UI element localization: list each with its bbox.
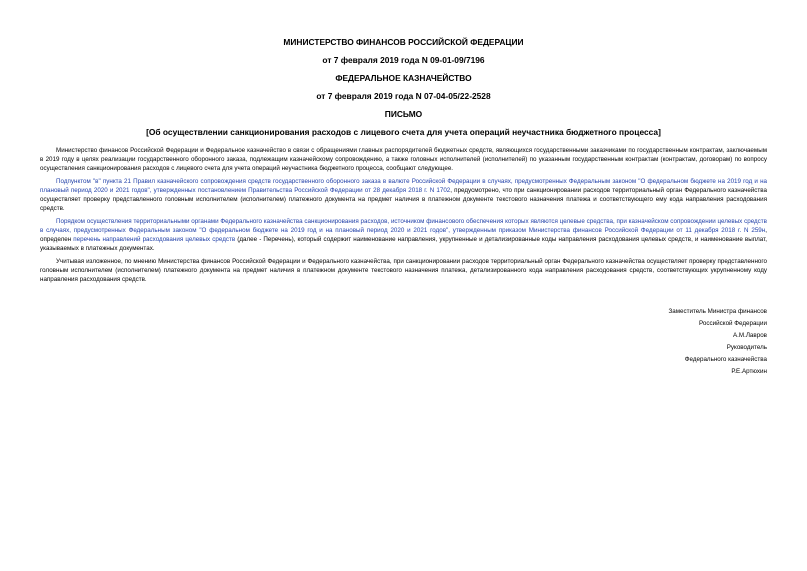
document-type: ПИСЬМО <box>384 109 423 119</box>
signature-name-1: А.М.Лавров <box>732 332 767 339</box>
regulation-link[interactable]: Подпунктом "в" пункта 21 Правил казначейского сопровождения средств государственного оборонного заказа в валюте Российской Федерации в случаях, предусмотренных Федеральным законом "О федеральном бюджете на 2019 год и на плановый период 2020 и 2021 годов", утвержденных постановлением Правительства Российской Федерации от 28 декабря 2018 г. N 1702 <box>40 178 767 194</box>
paragraph-2 <box>40 177 767 213</box>
document-subject: [Об осуществлении санкционирования расходов с лицевого счета для учета операций неучастника бюджетного процесса] <box>146 127 661 137</box>
treasury-date: от 7 февраля 2019 года N 07-04-05/22-2528 <box>316 91 491 101</box>
signature-org-2: Федерального казначейства <box>684 356 767 363</box>
paragraph-1: Министерство финансов Российской Федерации и Федеральное казначейство в связи с обращениями главных распорядителей бюджетных средств, являющихся государственными заказчиками по государственным контрактам, заключаемым в 2019 году в целях реализации государственного оборонного заказа, подлежащим казначейскому сопровождению, а также головных исполнителей (исполнителей) по указанным государственным контрактам (контрактам, договорам) по вопросу осуществления санкционирования расходов с лицевого счета для учета операций неучастника бюджетного процесса, сообщают следующее. <box>40 147 767 172</box>
ministry-title: МИНИСТЕРСТВО ФИНАНСОВ РОССИЙСКОЙ ФЕДЕРАЦИИ <box>283 37 524 47</box>
paragraph-3-text: (далее - Перечень), который содержит наименование направления, укрупненные и детализированные коды направления расходования целевых средств, и наименование выплат, указываемых в платежных документах. <box>40 236 767 252</box>
paragraph-3-text-mid: , определен <box>40 227 767 243</box>
signature-block <box>668 306 767 378</box>
signature-position-1: Заместитель Министра финансов <box>668 308 767 315</box>
ministry-date: от 7 февраля 2019 года N 09-01-09/7196 <box>322 55 485 65</box>
signature-org-1: Российской Федерации <box>699 320 767 327</box>
paragraph-2-text: , предусмотрено, что при санкционировании расходов территориальный орган Федерального казначейства осуществляет проверку представленного головным исполнителем (исполнителем) платежного документа на предмет наличия в платежном документе текстового назначения платежа и соответствующего ему кода направления расходования средств. <box>40 187 768 212</box>
treasury-title: ФЕДЕРАЛЬНОЕ КАЗНАЧЕЙСТВО <box>335 73 472 83</box>
signature-position-2: Руководитель <box>726 344 767 351</box>
procedure-link[interactable]: Порядком осуществления территориальными органами Федерального казначейства санкционирования расходов, источником финансового обеспечения которых являются целевые средства, при казначейском сопровождении целевых средств в случаях, предусмотренных Федеральным законом "О федеральном бюджете на 2019 год и на плановый период 2020 и 2021 годов", утвержденным приказом Министерства финансов Российской Федерации от 11 декабря 2018 г. N 259н <box>40 218 767 234</box>
paragraph-3 <box>40 217 767 253</box>
list-link[interactable]: перечень направлений расходования целевых средств <box>73 236 236 243</box>
letter-body <box>40 146 767 284</box>
signature-name-2: Р.Е.Артюхин <box>731 368 767 375</box>
paragraph-4: Учитывая изложенное, по мнению Министерства финансов Российской Федерации и Федерального казначейства, при санкционировании расходов территориальный орган Федерального казначейства осуществляет проверку представленного головным исполнителем (исполнителем) платежного документа на предмет наличия в платежном документе текстового назначения платежа, детализированного кода направления расходования средств, соответствующих укрупненному коду направления расходования средств. <box>40 258 767 283</box>
